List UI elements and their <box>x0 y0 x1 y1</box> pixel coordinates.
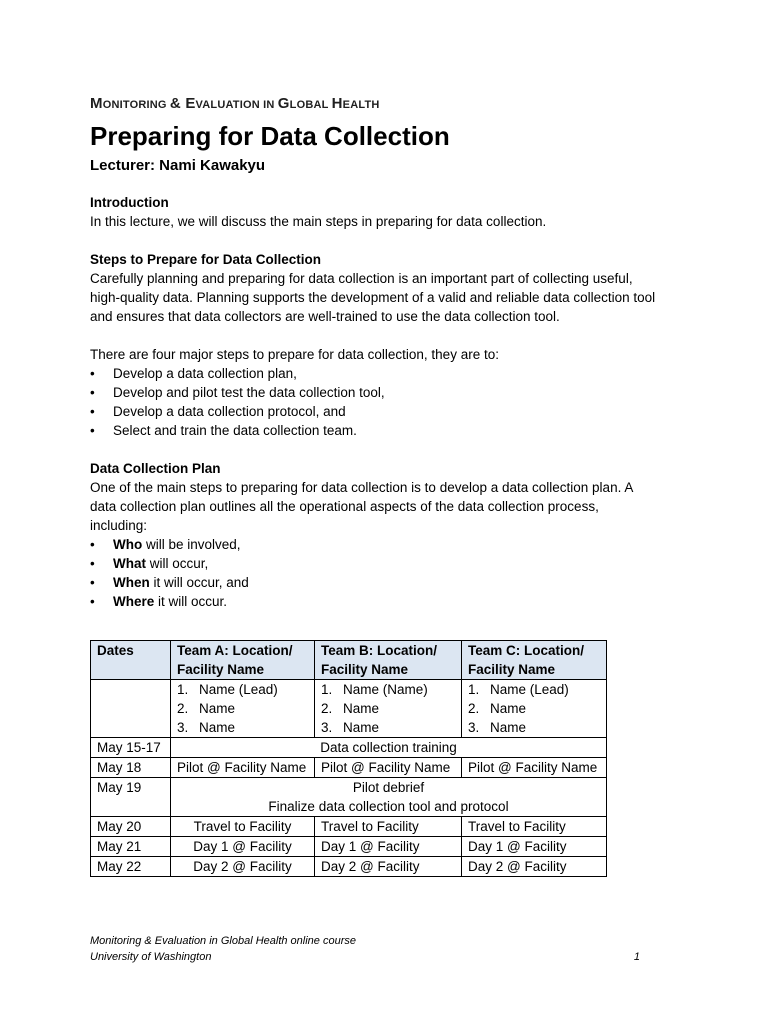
date-cell: May 22 <box>91 857 171 877</box>
list-number: 1. <box>468 682 480 697</box>
course-header-part: M <box>90 95 103 112</box>
team-names-list <box>177 680 308 737</box>
course-header <box>90 94 380 115</box>
team-member: Name <box>343 720 380 735</box>
date-cell: May 20 <box>91 817 171 837</box>
debrief-line: Pilot debrief <box>352 780 425 795</box>
plan-section <box>90 459 690 611</box>
list-item: • Select and train the data collection team. <box>90 421 690 440</box>
team-member: Name (Name) <box>343 682 428 697</box>
team-names-list <box>321 680 455 737</box>
list-number: 2. <box>321 701 333 716</box>
list-item-bold: What <box>113 556 146 571</box>
intro-heading: Introduction <box>90 195 169 210</box>
table-row <box>91 817 607 837</box>
course-header-part: H <box>331 95 343 112</box>
list-item <box>90 573 690 592</box>
list-item-bold: Who <box>113 537 143 552</box>
plan-para-line: including: <box>90 518 148 533</box>
date-cell: May 21 <box>91 837 171 857</box>
table-cell: Travel to Facility <box>462 817 607 837</box>
team-member: Name <box>490 720 527 735</box>
table-cell: Day 1 @ Facility <box>171 837 315 857</box>
date-cell: May 18 <box>91 758 171 778</box>
list-item: • Develop and pilot test the data collection tool, <box>90 383 690 402</box>
column-header: Team C: Location/ Facility Name <box>462 641 607 680</box>
table-row <box>91 738 607 758</box>
debrief-line: Finalize data collection tool and protocol <box>268 799 509 814</box>
table-cell: Day 2 @ Facility <box>315 857 462 877</box>
list-item <box>177 718 308 737</box>
list-item <box>468 718 600 737</box>
plan-para-line: One of the main steps to preparing for data collection is to develop a data collection plan. A <box>90 480 634 495</box>
table-cell: Day 2 @ Facility <box>171 857 315 877</box>
steps-para-line: high-quality data. Planning supports the development of a valid and reliable data collection tool <box>90 290 656 305</box>
list-number: 3. <box>468 720 480 735</box>
list-item-rest: will be involved, <box>142 537 241 552</box>
footer-course-line: Monitoring & Evaluation in Global Health online course <box>90 935 356 947</box>
course-header-part: VALUATION IN <box>195 99 278 111</box>
table-cell: Day 2 @ Facility <box>462 857 607 877</box>
list-item <box>90 592 690 611</box>
steps-list-intro: There are four major steps to prepare for data collection, they are to: <box>90 347 499 362</box>
table-cell: Travel to Facility <box>315 817 462 837</box>
list-item <box>468 699 600 718</box>
table-row <box>91 857 607 877</box>
plan-para-line: data collection plan outlines all the operational aspects of the data collection process, <box>90 499 599 514</box>
course-header-part: & <box>169 95 186 112</box>
list-item <box>321 718 455 737</box>
team-member: Name (Lead) <box>199 682 278 697</box>
lecturer-line: Lecturer: Nami Kawakyu <box>90 157 266 174</box>
footer-university-line: University of Washington <box>90 951 212 963</box>
list-item: • Develop a data collection plan, <box>90 364 690 383</box>
page-title: Preparing for Data Collection <box>90 121 450 151</box>
team-member: Name <box>199 701 236 716</box>
table-row <box>91 778 607 817</box>
column-header: Team A: Location/ Facility Name <box>171 641 315 680</box>
list-item <box>321 680 455 699</box>
date-cell: May 15-17 <box>91 738 171 758</box>
list-item <box>90 535 690 554</box>
table-cell: Pilot @ Facility Name <box>315 758 462 778</box>
table-cell <box>91 680 171 738</box>
list-item <box>90 554 690 573</box>
list-number: 3. <box>177 720 189 735</box>
steps-heading: Steps to Prepare for Data Collection <box>90 252 322 267</box>
steps-para-line: and ensures that data collectors are well-trained to use the data collection tool. <box>90 309 560 324</box>
page-number: 1 <box>633 951 640 963</box>
list-item-bold: When <box>113 575 150 590</box>
team-member: Name <box>343 701 380 716</box>
list-item <box>177 699 308 718</box>
list-number: 3. <box>321 720 333 735</box>
list-item-rest: it will occur, and <box>149 575 249 590</box>
table-cell <box>462 680 607 738</box>
table-row <box>91 837 607 857</box>
course-header-part: G <box>277 95 290 112</box>
table-row <box>91 758 607 778</box>
list-number: 2. <box>468 701 480 716</box>
column-header: Team B: Location/ Facility Name <box>315 641 462 680</box>
course-header-part: EALTH <box>342 99 380 111</box>
team-member: Name (Lead) <box>490 682 569 697</box>
steps-para-line: Carefully planning and preparing for data collection is an important part of collecting useful, <box>90 271 633 286</box>
list-number: 2. <box>177 701 189 716</box>
list-item-rest: will occur, <box>146 556 209 571</box>
list-number: 1. <box>177 682 189 697</box>
data-collection-plan-table <box>90 640 607 877</box>
column-header: Dates <box>91 641 171 680</box>
date-cell: May 19 <box>91 778 171 817</box>
course-header-part: E <box>185 95 196 112</box>
table-cell: Pilot @ Facility Name <box>462 758 607 778</box>
page-footer <box>90 933 640 965</box>
intro-section <box>90 193 690 231</box>
list-item: • Develop a data collection protocol, and <box>90 402 690 421</box>
table-cell <box>171 778 607 817</box>
intro-text: In this lecture, we will discuss the main steps in preparing for data collection. <box>90 214 547 229</box>
plan-list <box>90 535 690 611</box>
team-member: Name <box>199 720 236 735</box>
list-number: 1. <box>321 682 333 697</box>
plan-heading: Data Collection Plan <box>90 461 221 476</box>
table-cell: Day 1 @ Facility <box>462 837 607 857</box>
table-cell <box>171 680 315 738</box>
table-row <box>91 680 607 738</box>
steps-section <box>90 250 690 440</box>
table-cell: Day 1 @ Facility <box>315 837 462 857</box>
table-cell: Travel to Facility <box>171 817 315 837</box>
list-item <box>177 680 308 699</box>
course-header-part: LOBAL <box>289 99 332 111</box>
list-item <box>321 699 455 718</box>
table-header-row <box>91 641 607 680</box>
list-item-rest: it will occur. <box>154 594 228 609</box>
list-item-bold: Where <box>113 594 155 609</box>
list-item <box>468 680 600 699</box>
team-member: Name <box>490 701 527 716</box>
course-header-part: ONITORING <box>102 99 170 111</box>
table-cell: Pilot @ Facility Name <box>171 758 315 778</box>
steps-list <box>90 364 690 440</box>
team-names-list <box>468 680 600 737</box>
table-cell: Data collection training <box>171 738 607 758</box>
table-cell <box>315 680 462 738</box>
